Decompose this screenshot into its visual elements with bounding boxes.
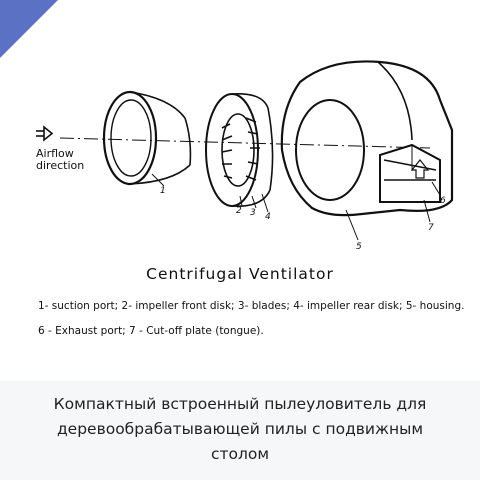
- diagram-title: Centrifugal Ventilator: [146, 265, 334, 283]
- axis-line: [60, 138, 430, 148]
- airflow-label-line1: Airflow: [36, 147, 74, 160]
- part-label-1: 1: [160, 186, 166, 196]
- airflow-label: [36, 148, 84, 172]
- airflow-arrow-icon: [36, 127, 52, 140]
- part-label-3: 3: [250, 208, 256, 218]
- product-caption: Компактный встроенный пылеуловитель для деревообрабатывающей пилы с подвижным столом: [53, 395, 427, 463]
- part-label-6: 6: [440, 196, 446, 206]
- part-label-4: 4: [265, 212, 271, 222]
- legend-line-2: 6 - Exhaust port; 7 - Cut-off plate (tongue).: [38, 325, 264, 337]
- volute-housing: [282, 61, 452, 215]
- impeller: [206, 94, 273, 206]
- part-label-7: 7: [428, 223, 434, 233]
- airflow-label-line2: direction: [36, 159, 85, 172]
- part-label-5: 5: [356, 242, 362, 252]
- legend-line-1: 1- suction port; 2- impeller front disk; 3- blades; 4- impeller rear disk; 5- housing.: [38, 300, 465, 312]
- part-label-2: 2: [236, 206, 242, 216]
- suction-port: [104, 92, 190, 184]
